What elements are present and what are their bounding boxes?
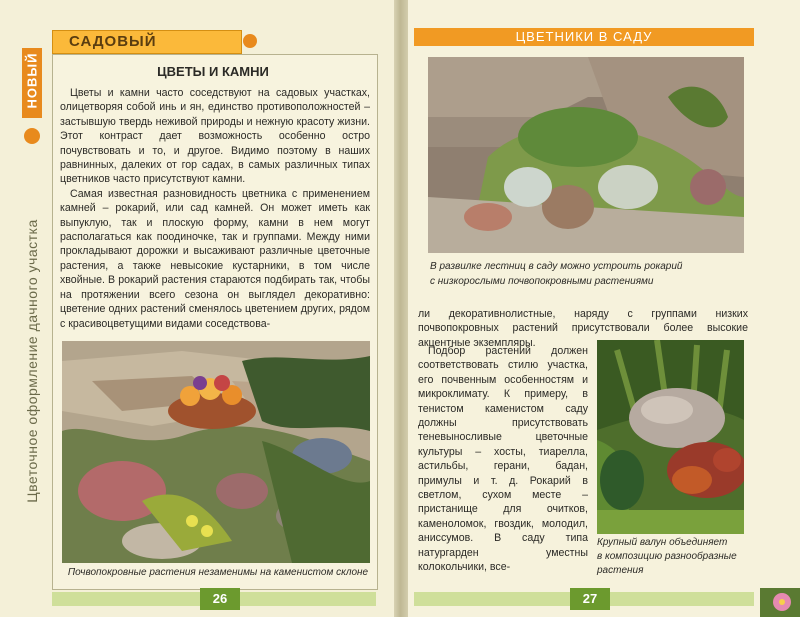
page-title: ЦВЕТЫ И КАМНИ bbox=[157, 64, 269, 79]
book-gutter bbox=[394, 0, 408, 617]
side-photo-caption-1: Крупный валун объединяет bbox=[597, 537, 728, 548]
page-number-right: 27 bbox=[570, 588, 610, 610]
right-paragraph-2: Подбор растений должен соответствовать стилю участка, его почвенным особенностям и микроклимату. К примеру, в тенистом каменистом саду должны присутствовать теневыносливые цветочные культуры – хосты, тиарелла, астильбы, герани, бадан, примулы и т. д. Рокарий в светлом, сухом месте – пристанище для очитков, каменоломок, гвоздик, молодил, анисcумов. В саду типа натургарден уместны колокольчики, все- bbox=[418, 345, 588, 574]
side-photo-caption-2: в композицию разнообразные bbox=[597, 551, 737, 562]
right-header: ЦВЕТНИКИ В САДУ bbox=[414, 28, 754, 46]
left-paragraph-2-text: Самая известная разновидность цветника с применением камней – рокарий, или сад камней. Он может иметь как выпуклую, так и плоскую форму, камни в нем могут располагаться как поодиночке, так и группами. Между ними прокладывают дорожки и высаживают различные цветочные растения, а также невысокие кустарники, в том числе хвойные. В рокарий растения стараются подбирать так, чтобы на протяжении всего сезона он выглядел декоративно: цветение одних растений сменялось цветением других, рядом с красивоцветущими видами соседствова- bbox=[60, 187, 370, 330]
header-dot-icon bbox=[243, 34, 257, 48]
boulder-photo bbox=[597, 340, 744, 534]
new-badge bbox=[22, 48, 42, 118]
top-photo-caption-1: В развилке лестниц в саду можно устроить рокарий bbox=[430, 261, 683, 272]
corner-flower-photo bbox=[760, 588, 800, 617]
left-paragraph-1 bbox=[60, 86, 370, 331]
vertical-section-title bbox=[22, 148, 42, 578]
left-photo-caption: Почвопокровные растения незаменимы на каменистом склоне bbox=[67, 567, 369, 578]
rock-garden-photo bbox=[62, 341, 370, 563]
vertical-title-text: Цветочное оформление дачного участка bbox=[24, 219, 40, 503]
side-tab bbox=[22, 48, 42, 578]
top-photo-caption-2: с низкорослыми почвопокровными растениями bbox=[430, 276, 654, 287]
left-header: САДОВЫЙ bbox=[52, 30, 242, 54]
orange-dot-icon bbox=[24, 128, 40, 144]
side-photo-caption-3: растения bbox=[597, 565, 644, 576]
stair-rockery-photo bbox=[428, 57, 744, 253]
new-badge-label: НОВЫЙ bbox=[24, 52, 40, 109]
left-paragraph-1-text: Цветы и камни часто соседствуют на садовых участках, олицетворяя собой инь и ян, единство противоположностей – застывшую твердь неживой природы и нежную красоту жизни. Этот контраст дает возможность особенно остро почувствовать и то, и другое. Видимо поэтому в наших равнинных, далеких от гор садах, в самых различных типах цветников часто присутствуют камни. bbox=[60, 87, 370, 186]
right-paragraph-1: ли декоративнолистные, наряду с группами низких почвопокровных растений присутствовали более высокие акцентные экземпляры. bbox=[418, 308, 748, 349]
page-number-left: 26 bbox=[200, 588, 240, 610]
